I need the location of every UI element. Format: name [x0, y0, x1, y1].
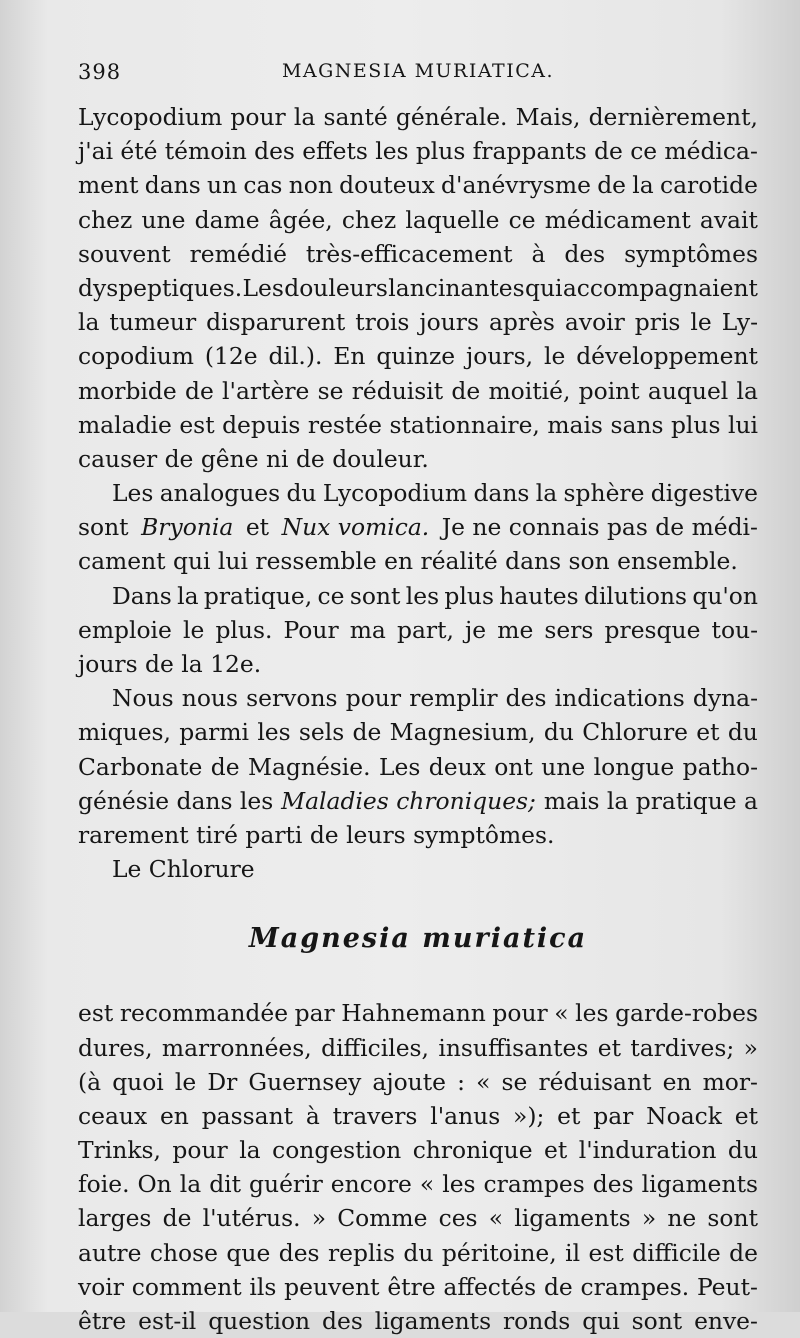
remedy-name-bryonia: Bryonia — [141, 513, 234, 542]
text-line: Lycopodium pour la santé générale. Mais, dernièrement, — [78, 103, 758, 131]
text-line — [78, 784, 758, 818]
text-line: souvent remédié très-efficacement à des symptômes — [78, 239, 758, 268]
text-line: Le Chlorure — [112, 855, 255, 884]
text-line: larges de l'utérus. » Comme ces « ligaments » ne sont — [78, 1204, 758, 1233]
text-fragment: et — [245, 513, 270, 542]
text-line: autre chose que des replis du péritoine, il est difficile de — [78, 1238, 758, 1267]
text-fragment: mais la pratique a — [543, 786, 758, 815]
paragraph-6 — [78, 996, 758, 1338]
paragraph-5 — [78, 852, 758, 886]
book-title-maladies-chroniques: Maladies chroniques; — [281, 786, 536, 815]
page-number: 398 — [78, 60, 122, 84]
text-line: dures, marronnées, difficiles, insuffisantes et tardives; » — [78, 1033, 758, 1062]
text-line: j'ai été témoin des effets les plus frappants de ce médica- — [78, 137, 758, 166]
text-fragment: sont — [78, 513, 129, 542]
paragraph-3 — [78, 579, 758, 682]
page-header — [78, 60, 758, 92]
text-line: la tumeur disparurent trois jours après avoir pris le Ly- — [78, 308, 758, 337]
text-line — [78, 510, 758, 544]
text-line: Les analogues du Lycopodium dans la sphère digestive — [112, 479, 758, 508]
text-line: ceaux en passant à travers l'anus »); et par Noack et — [78, 1101, 758, 1130]
text-line: emploie le plus. Pour ma part, je me sers presque tou- — [78, 615, 758, 644]
section-heading: Magnesia muriatica — [248, 923, 588, 955]
text-line: Dans la pratique, ce sont les plus hautes dilutions qu'on — [112, 581, 758, 610]
running-title: MAGNESIA MURIATICA. — [281, 60, 555, 82]
paragraph-2 — [78, 476, 758, 579]
text-line: morbide de l'artère se réduisit de moitié, point auquel la — [78, 376, 758, 405]
text-line: jours de la 12e. — [78, 650, 262, 678]
text-line: causer de gêne ni de douleur. — [78, 444, 429, 473]
remedy-name-nux-vomica: Nux vomica. — [281, 513, 430, 542]
text-line: (à quoi le Dr Guernsey ajoute : « se réduisant en mor- — [78, 1067, 758, 1096]
text-line: chez une dame âgée, chez laquelle ce médicament avait — [78, 205, 758, 234]
text-fragment: Je ne connais pas de médi- — [441, 513, 758, 542]
body-text — [78, 100, 758, 1338]
text-line: être est-il question des ligaments ronds qui sont enve- — [78, 1307, 758, 1335]
text-line: cament qui lui ressemble en réalité dans son ensemble. — [78, 547, 738, 576]
text-line: Carbonate de Magnésie. Les deux ont une longue patho- — [78, 752, 758, 781]
text-line: Trinks, pour la congestion chronique et l'induration du — [78, 1136, 758, 1165]
paragraph-1 — [78, 100, 758, 476]
text-line: Nous nous servons pour remplir des indications dyna- — [112, 684, 758, 713]
text-line: dyspeptiques. Les douleurs lancinantes qui accompagnaient — [78, 273, 758, 302]
text-line: rarement tiré parti de leurs symptômes. — [78, 820, 555, 849]
text-line: voir comment ils peuvent être affectés de crampes. Peut- — [78, 1272, 758, 1301]
text-line: copodium (12e dil.). En quinze jours, le développement — [78, 342, 758, 371]
text-line: foie. On la dit guérir encore « les crampes des ligaments — [78, 1170, 758, 1199]
text-line: miques, parmi les sels de Magnesium, du Chlorure et du — [78, 718, 758, 747]
text-line: ment dans un cas non douteux d'anévrysme de la carotide — [78, 171, 758, 200]
paragraph-4 — [78, 681, 758, 852]
text-line: est recommandée par Hahnemann pour « les garde-robes — [78, 999, 758, 1028]
text-fragment: génésie dans les — [78, 786, 274, 815]
text-line: maladie est depuis restée stationnaire, mais sans plus lui — [78, 410, 758, 439]
